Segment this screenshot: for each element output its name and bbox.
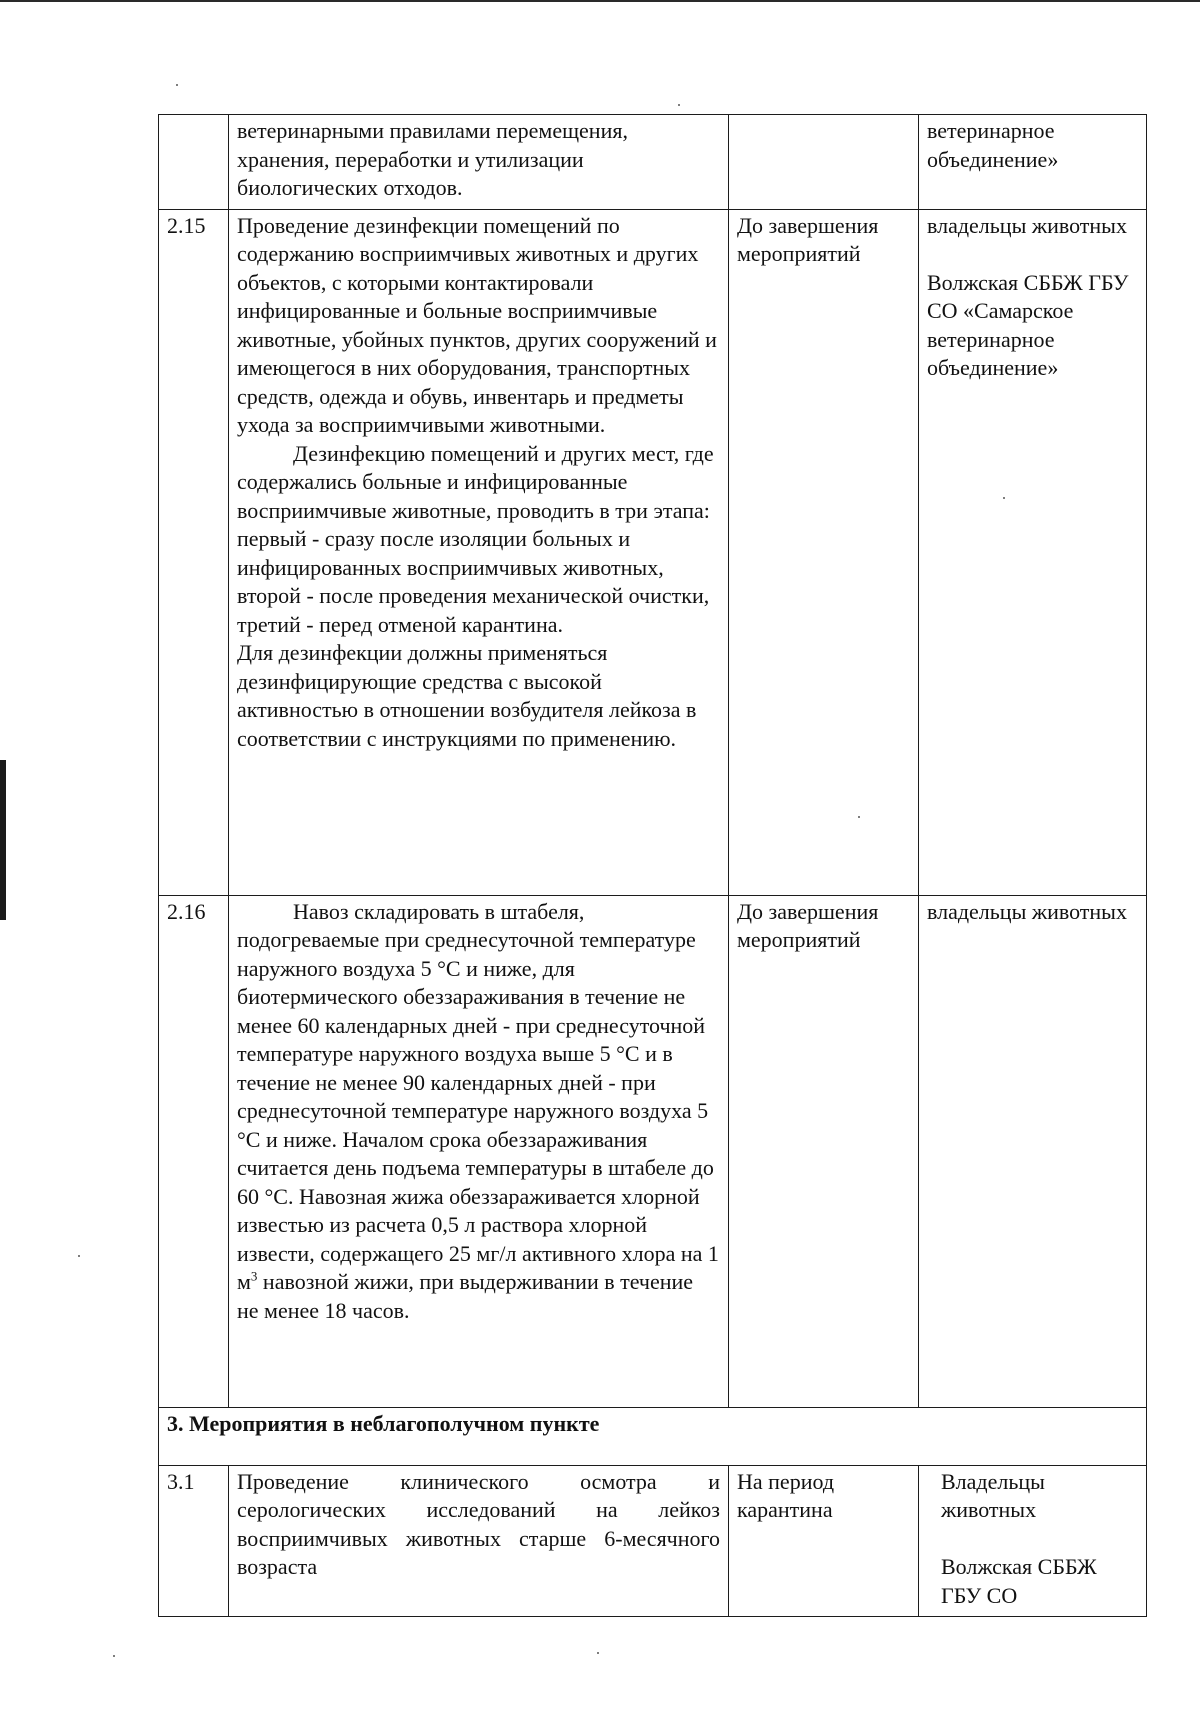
measure-text-part: Навоз складировать в штабеля, подогреваемые при среднесуточной температуре наружного воздуха 5 °С и ниже, для биотермического обеззараживания в течение не менее 60 календарных дней - при среднесуточной температуре наружного воздуха выше 5 °С и в течение не менее 90 календарных дней - при среднесуточной температуре наружного воздуха 5 °С и ниже. Началом срока обеззараживания считается день подъема температуры в штабеле до 60 °С. Навозная жижа обеззараживается хлорной известью из расчета 0,5 л раствора хлорной извести, содержащего 25 мг/л активного хлора на 1 м — [237, 898, 719, 1294]
scan-speck — [78, 1255, 80, 1257]
scan-speck — [597, 1652, 599, 1654]
row-number-cell: 2.16 — [159, 895, 229, 1407]
responsible-cell — [919, 1465, 1147, 1617]
measure-text: Для дезинфекции должны применяться дезинфицирующие средства с высокой активностью в отношении возбудителя лейкоза в соответствии с инструкциями по применению. — [237, 640, 697, 751]
scan-speck — [113, 1655, 115, 1657]
measure-text: ветеринарными правилами перемещения, хранения, переработки и утилизации биологических отходов. — [237, 118, 628, 200]
table-row — [159, 115, 1147, 210]
measures-table — [158, 114, 1147, 1617]
scan-edge-mark — [0, 760, 6, 920]
responsible-text: владельцы животных — [927, 898, 1127, 924]
measure-text-part: навозной жижи, при выдерживании в течение не менее 18 часов. — [237, 1269, 694, 1323]
measure-text: Дезинфекцию помещений и других мест, где содержались больные и инфицированные восприимчивые животные, проводить в три этапа: первый - сразу после изоляции больных и инфицированных восприимчивых животных, второй - после проведения механической очистки, третий - перед отменой карантина. — [237, 440, 714, 637]
responsible-cell — [919, 115, 1147, 210]
superscript: 3 — [250, 1268, 258, 1284]
row-number-cell — [159, 115, 229, 210]
measure-text-cell — [229, 115, 729, 210]
scan-edge-line — [0, 0, 1200, 2]
measure-text-cell — [229, 895, 729, 1407]
row-number-cell: 3.1 — [159, 1465, 229, 1617]
measure-text: Проведение дезинфекции помещений по содержанию восприимчивых животных и других объектов, с которыми контактировали инфицированные и больные восприимчивые животные, убойных пунктов, других сооружений и имеющегося в них оборудования, транспортных средств, одежда и обувь, инвентарь и предметы ухода за восприимчивыми животными. — [237, 212, 717, 437]
deadline-cell — [729, 895, 919, 1407]
table-row — [159, 1465, 1147, 1617]
measure-text — [237, 898, 720, 1326]
deadline-text: До завершения мероприятий — [737, 898, 879, 952]
blank-line — [941, 1525, 1138, 1554]
table-row — [159, 209, 1147, 895]
scan-speck — [678, 104, 680, 106]
measure-text-cell — [229, 209, 729, 895]
deadline-cell — [729, 209, 919, 895]
row-number-cell: 2.15 — [159, 209, 229, 895]
responsible-cell — [919, 895, 1147, 1407]
section-row — [159, 1407, 1147, 1465]
scan-speck — [176, 84, 178, 86]
responsible-cell — [919, 209, 1147, 895]
measure-text-cell — [229, 1465, 729, 1617]
responsible-text: владельцы животных — [927, 212, 1127, 238]
deadline-text: На период карантина — [737, 1468, 835, 1522]
deadline-cell — [729, 1465, 919, 1617]
measure-text: Проведение клинического осмотра и серологических исследований на лейкоз восприимчивых животных старше 6-месячного возраста — [237, 1468, 720, 1579]
deadline-text: До завершения мероприятий — [737, 212, 879, 266]
responsible-text: ветеринарное объединение» — [927, 118, 1059, 172]
table-row — [159, 895, 1147, 1407]
responsible-text: Волжская СББЖ ГБУ СО — [941, 1554, 1097, 1608]
blank-line — [927, 240, 1138, 269]
responsible-text: Владельцы животных — [941, 1468, 1045, 1522]
responsible-text: Волжская СББЖ ГБУ СО «Самарское ветеринарное объединение» — [927, 269, 1129, 380]
deadline-cell — [729, 115, 919, 210]
section-title: 3. Мероприятия в неблагополучном пункте — [159, 1407, 1147, 1465]
